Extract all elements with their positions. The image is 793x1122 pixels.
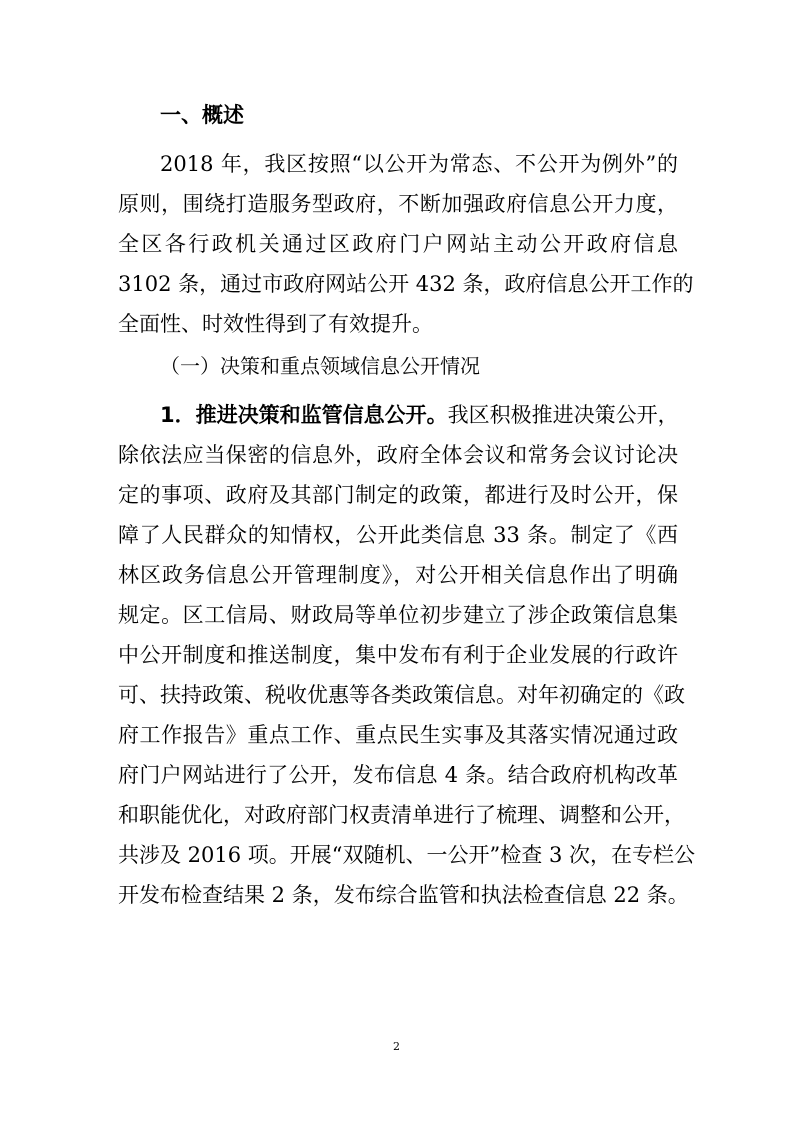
item1-paragraph (118, 395, 695, 915)
paragraph-line: 共涉及 2016 项。开展“双随机、一公开”检查 3 次，在专栏公 (118, 843, 695, 867)
paragraph-line: 中公开制度和推送制度，集中发布有利于企业发展的行政许 (118, 643, 678, 667)
paragraph-line: 和职能优化，对政府部门权责清单进行了梳理、调整和公开， (118, 803, 685, 827)
paragraph-line: 除依法应当保密的信息外，政府全体会议和常务会议讨论决 (118, 443, 678, 467)
section-heading: 一、概述 (160, 103, 244, 127)
paragraph-line: 府工作报告》重点工作、重点民生实事及其落实情况通过政 (118, 723, 678, 747)
paragraph-line: 3102 条，通过市政府网站公开 432 条，政府信息公开工作的 (118, 272, 694, 296)
page-number: 2 (393, 1040, 400, 1053)
intro-paragraph (118, 144, 694, 344)
paragraph-line: 原则，围绕打造服务型政府，不断加强政府信息公开力度， (118, 192, 678, 216)
sub-heading: （一）决策和重点领域信息公开情况 (160, 354, 480, 378)
paragraph-line: 定的事项、政府及其部门制定的政策，都进行及时公开，保 (118, 483, 678, 507)
paragraph-line: 2018 年，我区按照“以公开为常态、不公开为例外”的 (160, 152, 678, 176)
paragraph-line: 开发布检查结果 2 条，发布综合监管和执法检查信息 22 条。 (118, 883, 689, 907)
item1-title: 1．推进决策和监管信息公开。 (160, 403, 448, 427)
paragraph-line: 可、扶持政策、税收优惠等各类政策信息。对年初确定的《政 (118, 683, 685, 707)
paragraph-line: 府门户网站进行了公开，发布信息 4 条。结合政府机构改革 (118, 763, 678, 787)
item1-first-line-text: 我区积极推进决策公开， (447, 403, 679, 427)
paragraph-line: 规定。区工信局、财政局等单位初步建立了涉企政策信息集 (118, 603, 678, 627)
paragraph-line: 全区各行政机关通过区政府门户网站主动公开政府信息 (118, 232, 678, 256)
paragraph-line: 全面性、时效性得到了有效提升。 (118, 312, 433, 336)
paragraph-line: 林区政务信息公开管理制度》，对公开相关信息作出了明确 (118, 563, 678, 587)
paragraph-line (118, 395, 678, 435)
paragraph-line: 障了人民群众的知情权，公开此类信息 33 条。制定了《西 (118, 523, 678, 547)
